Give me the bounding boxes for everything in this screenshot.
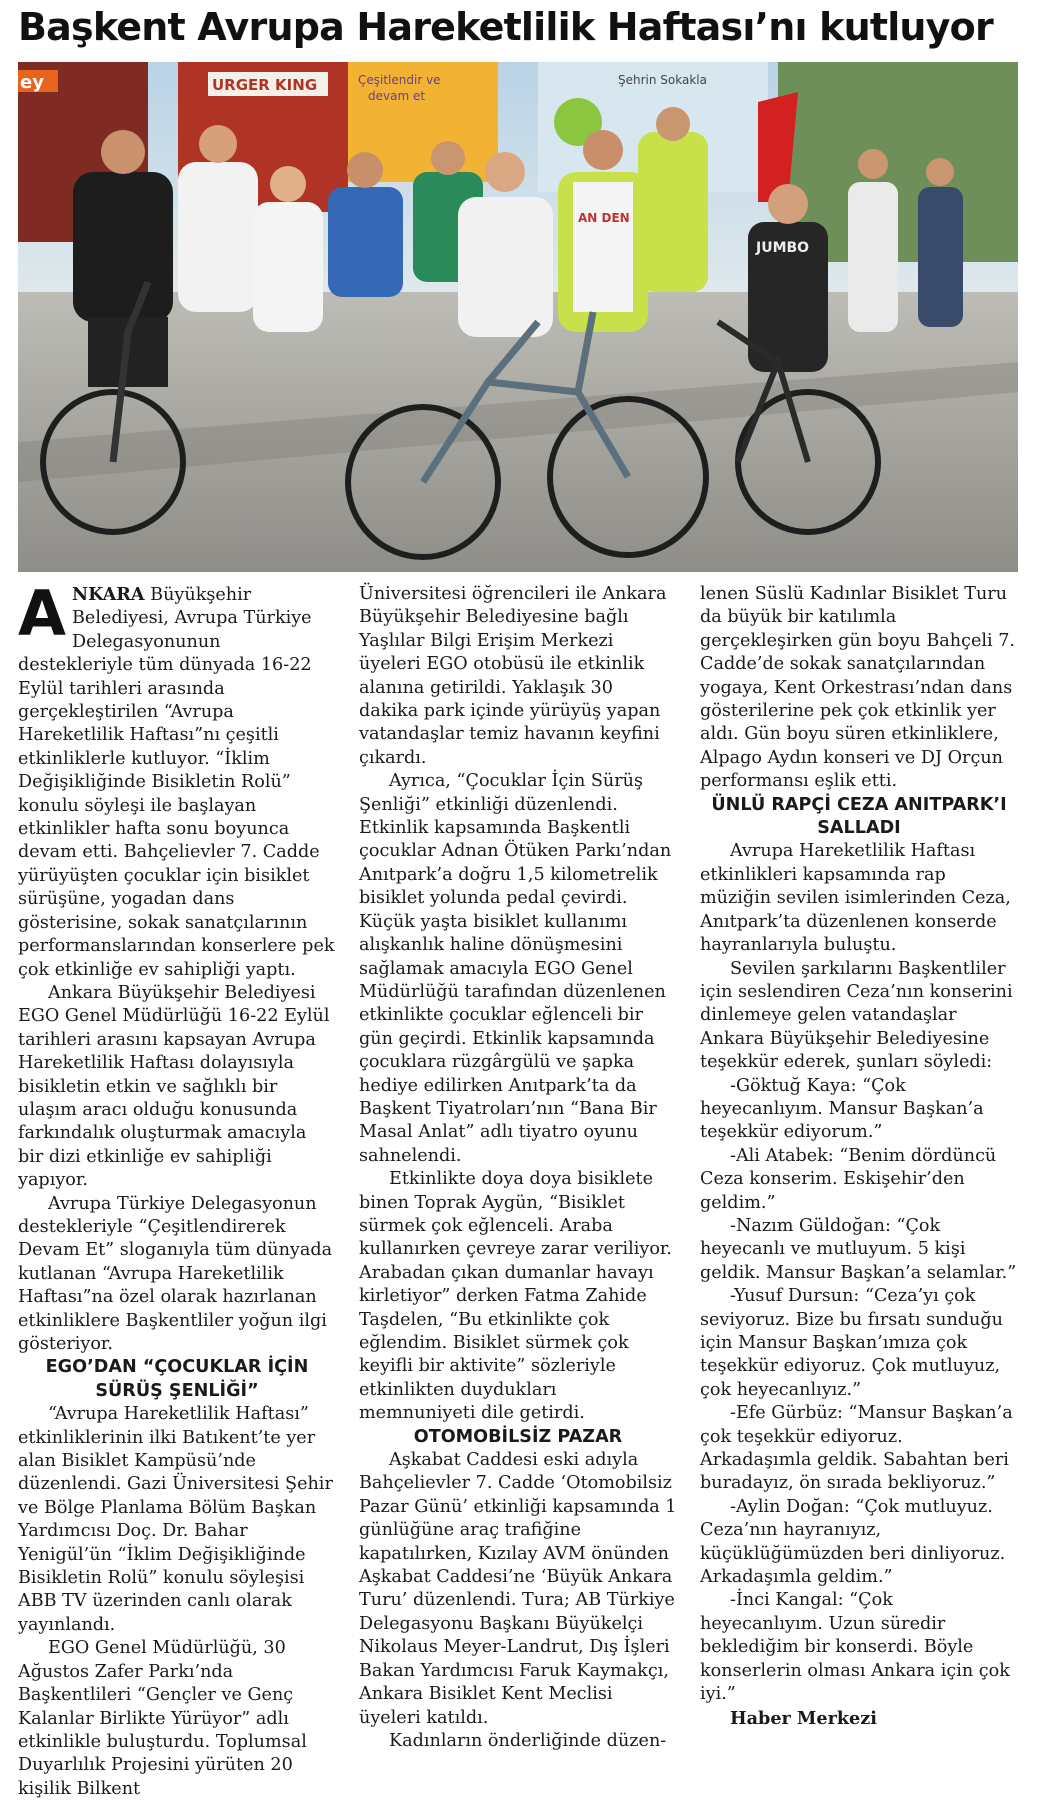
lead-text: Büyükşehir Belediyesi, Avrupa Türkiye Delegasyonunun destekleriyle tüm dünyada 16-22 Eylül tarihleri arasında gerçekleştirilen “Avrupa Hareketlilik Haftası”nı çeşitli etkinliklerle kutluyor. “İklim Değişikliğinde Bisikletin Rolü” konulu söyleşi ile başlayan etkinlikler hafta sonu boyunca devam etti. Bahçelievler 7. Cadde yürüyüşten çocuklar için bisiklet sürüşüne, yogadan dans gösterisine, sokak sanatçılarının performanslarından konserlere pek çok etkinliğe ev sahipliği yaptı.	[18, 585, 335, 980]
quote-6: -Aylin Doğan: “Çok mutluyuz. Ceza’nın hayranıyız, küçüklüğümüzden beri dinliyoruz. Arkadaşımla geldim.”	[700, 1496, 1006, 1588]
sign-text-2: URGER KING	[212, 76, 318, 94]
paragraph-9-start: Kadınların önderliğinde düzen-	[389, 1730, 667, 1751]
paragraph-6: Ayrıca, “Çocuklar İçin Sürüş Şenliği” etkinliği düzenlendi. Etkinlik kapsamında Başkentli çocuklar Adnan Ötüken Parkı’ndan Anıtpark’a doğru 1,5 kilometrelik bisiklet yolunda pedal çevirdi. Küçük yaşta bisiklet kullanımı alışkanlık haline dönüşmesini sağlamak amacıyla EGO Genel Müdürlüğü tarafından düzenlenen etkinlikte çocuklar eğlenceli bir gün geçirdi. Etkinlik kapsamında çocuklara rüzgârgülü ve şapka hediye edilirken Anıtpark’ta da Başkent Tiyatroları’nın “Bana Bir Masal Anlat” adlı tiyatro oyunu sahnelendi.	[359, 771, 672, 1166]
lead-word: NKARA	[71, 584, 145, 605]
shirt-text-1: JUMBO	[756, 240, 810, 256]
lead-paragraph	[18, 577, 336, 982]
sign-text-1: ey	[20, 72, 44, 93]
quote-3: -Nazım Güldoğan: “Çok heyecanlı ve mutluyum. 5 kişi geldik. Mansur Başkan’a selamlar.”	[700, 1215, 1017, 1283]
paragraph-10: Avrupa Hareketlilik Haftası etkinlikleri kapsamında rap müziğin sevilen isimlerinden Ceza, Anıtpark’ta düzenlenen konserde hayranlarıyla buluştu.	[700, 841, 1011, 956]
cyclists-photo-illustration	[18, 62, 1018, 572]
column-1	[18, 577, 336, 1801]
quote-7: -İnci Kangal: “Çok heyecanlıyım. Uzun süredir beklediğim bir konserdi. Böyle konserlerin olması Ankara için çok iyi.”	[700, 1590, 1010, 1705]
paragraph-5-start: EGO Genel Müdürlüğü, 30 Ağustos Zafer Parkı’nda Başkentlileri “Gençler ve Genç Kalanlar Birlikte Yürüyor” adlı etkinlikle buluşturdu. Toplumsal Duyarlılık Projesini yürüten 20 kişilik Bilkent	[18, 1638, 307, 1799]
quote-1: -Göktuğ Kaya: “Çok heyecanlıyım. Mansur Başkan’a teşekkür ediyorum.”	[700, 1075, 984, 1143]
column-3	[700, 583, 1018, 1730]
subheading-2: OTOMOBİLSİZ PAZAR	[413, 1426, 623, 1447]
sign-text-5: Şehrin Sokakla	[618, 73, 707, 87]
quote-4: -Yusuf Dursun: “Ceza’yı çok seviyoruz. Bize bu fırsatı sunduğu için Mansur Başkan’ımıza çok teşekkür ediyoruz. Çok mutluyuz, çok heyecanlıyız.”	[700, 1286, 1003, 1400]
paragraph-4: “Avrupa Hareketlilik Haftası” etkinliklerinin ilki Batıkent’te yer alan Bisiklet Kampüsü’nde düzenlendi. Gazi Üniversitesi Şehir ve Bölge Planlama Bölüm Başkan Yardımcısı Doç. Dr. Bahar Yenigül’ün “İklim Değişikliğinde Bisikletin Rolü” konulu söyleşisi ABB TV üzerinden canlı olarak yayınlandı.	[18, 1404, 333, 1635]
shirt-text-2: AN DEN	[578, 211, 630, 225]
sign-text-4: devam et	[368, 89, 426, 103]
subheading-1: EGO’DAN “ÇOCUKLAR İÇİN SÜRÜŞ ŞENLİĞİ”	[45, 1357, 309, 1401]
paragraph-2: Ankara Büyükşehir Belediyesi EGO Genel Müdürlüğü 16-22 Eylül tarihleri arasını kapsayan Avrupa Hareketlilik Haftası dolayısıyla bisikletin etkin ve sağlıklı bir ulaşım aracı olduğu konusunda farkındalık oluşturmak amacıyla bir dizi etkinliğe ev sahipliği yapıyor.	[18, 982, 330, 1191]
drop-cap: A	[18, 577, 66, 650]
sign-text-3: Çeşitlendir ve	[358, 73, 441, 87]
paragraph-7: Etkinlikte doya doya bisiklete binen Toprak Aygün, “Bisiklet sürmek çok eğlenceli. Araba kullanırken çevreye zarar veriliyor. Arabadan çıkan dumanlar havayı kirletiyor” derken Fatma Zahide Taşdelen, “Bu etkinlikte çok eğlendim. Bisiklet sürmek çok keyifli bir aktivite” sözleriyle etkinlikten duydukları memnuniyeti dile getirdi.	[359, 1169, 672, 1424]
column-2	[359, 583, 677, 1753]
quote-5: -Efe Gürbüz: “Mansur Başkan’a çok teşekkür ediyoruz. Arkadaşımla geldik. Sabahtan beri buradayız, ön sırada bekliyoruz.”	[700, 1403, 1013, 1494]
paragraph-5-cont: Üniversitesi öğrencileri ile Ankara Büyükşehir Belediyesine bağlı Yaşlılar Bilgi Erişim Merkezi üyeleri EGO otobüsü ile etkinlik alanına getirildi. Yaklaşık 30 dakika park içinde yürüyüş yapan vatandaşlar temiz havanın keyfini çıkardı.	[359, 584, 667, 768]
byline: Haber Merkezi	[730, 1707, 877, 1729]
quote-2: -Ali Atabek: “Benim dördüncü Ceza konserim. Eskişehir’den geldim.”	[700, 1145, 997, 1213]
paragraph-8: Aşkabat Caddesi eski adıyla Bahçelievler 7. Cadde ‘Otomobilsiz Pazar Günü’ etkinliği kapsamında 1 günlüğüne araç trafiğine kapatılırken, Kızılay AVM önünden Aşkabat Caddesi’ne ‘Büyük Ankara Turu’ düzenlendi. Tura; AB Türkiye Delegasyonu Başkanı Büyükelçi Nikolaus Meyer-Landrut, Dış İşleri Bakan Yardımcısı Faruk Kaymakçı, Ankara Bisiklet Kent Meclisi üyeleri katıldı.	[359, 1450, 677, 1728]
paragraph-3: Avrupa Türkiye Delegasyonun destekleriyle “Çeşitlendirerek Devam Et” sloganıyla tüm dünyada kutlanan “Avrupa Hareketlilik Haftası”na özel olarak hazırlanan etkinliklere Başkentliler yoğun ilgi gösteriyor.	[18, 1193, 333, 1354]
paragraph-9-cont: lenen Süslü Kadınlar Bisiklet Turu da büyük bir katılımla gerçekleşirken gün boyu Bahçeli 7. Cadde’de sokak sanatçılarından yogaya, Kent Orkestrası’ndan dans gösterilerine pek çok etkinlik yer aldı. Gün boyu süren etkinliklere, Alpago Aydın konseri ve DJ Orçun performansı eşlik etti.	[700, 584, 1015, 792]
news-photo	[18, 62, 1018, 572]
paragraph-11: Sevilen şarkılarını Başkentliler için seslendiren Ceza’nın konserini dinlemeye gelen vatandaşlar Ankara Büyükşehir Belediyesine teşekkür ederek, şunları söyledi:	[700, 958, 1013, 1073]
headline: Başkent Avrupa Hareketlilik Haftası’nı kutluyor	[18, 5, 993, 49]
subheading-3: ÜNLÜ RAPÇİ CEZA ANITPARK’I SALLADI	[711, 794, 1007, 839]
